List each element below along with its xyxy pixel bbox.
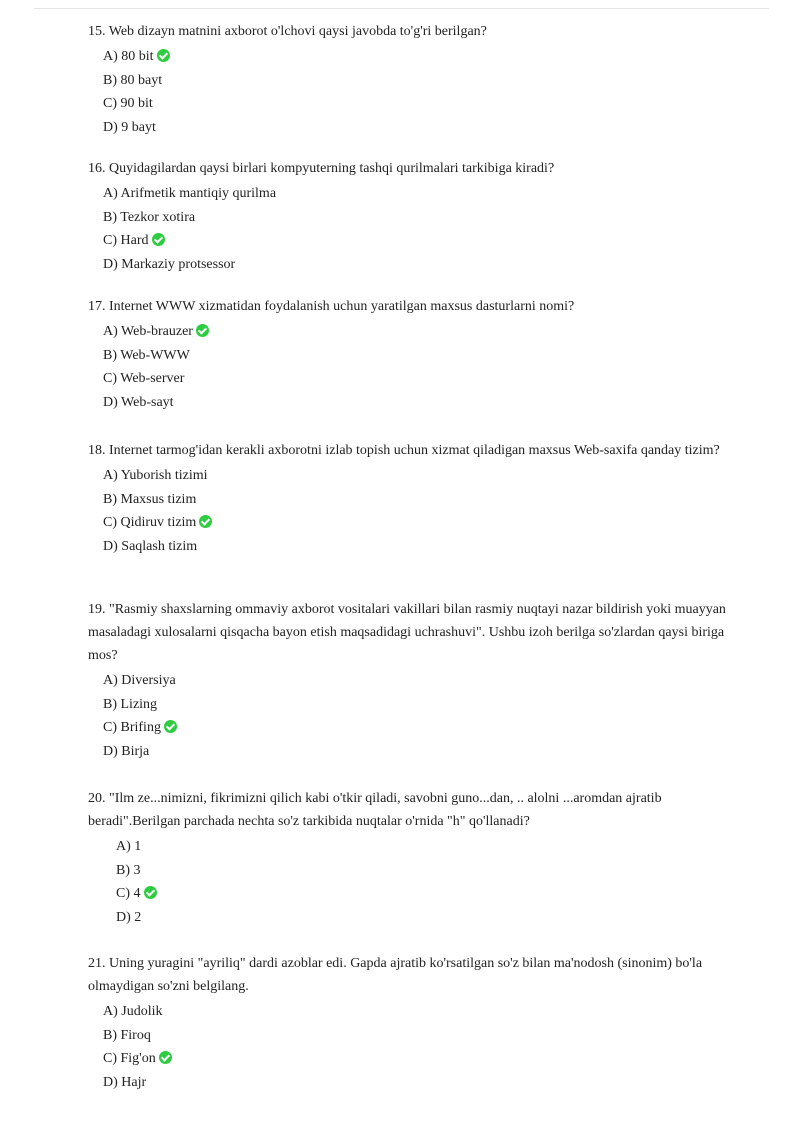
question-21 (88, 952, 738, 1094)
question-15 (88, 20, 738, 139)
question-17 (88, 295, 738, 414)
correct-check-icon (152, 233, 165, 246)
option-d[interactable]: D) Saqlash tizim (103, 538, 198, 554)
option-c[interactable]: C) Web-server (103, 371, 185, 387)
option-d[interactable]: D) 2 (116, 909, 142, 925)
option-a[interactable]: A) Judolik (103, 1004, 163, 1019)
question-text: 16. Quyidagilardan qaysi birlari kompyuterning tashqi qurilmalari tarkibiga kiradi? (88, 161, 555, 176)
correct-check-icon (199, 515, 212, 528)
question-text: 21. Uning yuragini "ayriliq" dardi azoblar edi. Gapda ajratib ko'rsatilgan so'z bilan ma'nodosh (sinonim) bo'la olmaydigan so'zni belgilang. (88, 956, 703, 994)
option-c[interactable]: C) Qidiruv tizim (103, 511, 738, 535)
options-list (103, 669, 738, 763)
question-19 (88, 598, 738, 763)
option-d[interactable]: D) Markaziy protsessor (103, 256, 236, 272)
option-a[interactable]: A) Arifmetik mantiqiy qurilma (103, 186, 277, 201)
options-list (103, 182, 738, 276)
top-divider (34, 8, 769, 9)
question-20 (88, 787, 738, 929)
question-text: 19. "Rasmiy shaxslarning ommaviy axborot vositalari vakillari bilan rasmiy nuqtayi nazar bildirish yoki muayyan masaladagi xulosalarni qisqacha bayon etish maqsadidagi uchrashuvi". Ushbu izoh berilga so'zlardan qaysi biriga mos? (88, 602, 726, 663)
option-d[interactable]: D) Hajr (103, 1074, 147, 1090)
question-text: 20. "Ilm ze...nimizni, fikrimizni qilich kabi o'tkir qiladi, savobni guno...dan, .. alolni ...aromdan ajratib beradi".Berilgan parchada nechta so'z tarkibida nuqtalar o'rnida "h" qo'llanadi? (88, 791, 662, 829)
question-text: 17. Internet WWW xizmatidan foydalanish uchun yaratilgan maxsus dasturlarni nomi? (88, 299, 575, 314)
option-b[interactable]: B) Firoq (103, 1027, 151, 1043)
question-text: 15. Web dizayn matnini axborot o'lchovi qaysi javobda to'g'ri berilgan? (88, 24, 487, 39)
option-b[interactable]: B) 80 bayt (103, 72, 163, 88)
options-list (116, 835, 738, 929)
option-c[interactable]: C) 4 (116, 882, 738, 906)
option-d[interactable]: D) Birja (103, 743, 150, 759)
option-b[interactable]: B) Maxsus tizim (103, 491, 197, 507)
option-a[interactable]: A) Diversiya (103, 673, 176, 688)
question-16 (88, 157, 738, 276)
question-18 (88, 439, 738, 558)
option-a[interactable]: A) Web-brauzer (103, 320, 738, 344)
option-c[interactable]: C) Hard (103, 229, 738, 253)
correct-check-icon (164, 720, 177, 733)
options-list (103, 320, 738, 414)
option-d[interactable]: D) Web-sayt (103, 394, 174, 410)
correct-check-icon (144, 886, 157, 899)
option-c[interactable]: C) Fig'on (103, 1047, 738, 1071)
correct-check-icon (157, 49, 170, 62)
option-b[interactable]: B) 3 (116, 862, 141, 878)
question-text: 18. Internet tarmog'idan kerakli axborotni izlab topish uchun xizmat qiladigan maxsus Web-saxifa qanday tizim? (88, 443, 720, 458)
option-b[interactable]: B) Lizing (103, 696, 158, 712)
options-list (103, 1000, 738, 1094)
option-b[interactable]: B) Tezkor xotira (103, 209, 196, 225)
option-c[interactable]: C) Brifing (103, 716, 738, 740)
options-list (103, 45, 738, 139)
option-a[interactable]: A) 80 bit (103, 45, 738, 69)
correct-check-icon (196, 324, 209, 337)
option-a[interactable]: A) Yuborish tizimi (103, 468, 208, 483)
option-a[interactable]: A) 1 (116, 839, 142, 854)
option-b[interactable]: B) Web-WWW (103, 347, 190, 363)
option-c[interactable]: C) 90 bit (103, 96, 153, 112)
correct-check-icon (159, 1051, 172, 1064)
options-list (103, 464, 738, 558)
option-d[interactable]: D) 9 bayt (103, 119, 156, 135)
